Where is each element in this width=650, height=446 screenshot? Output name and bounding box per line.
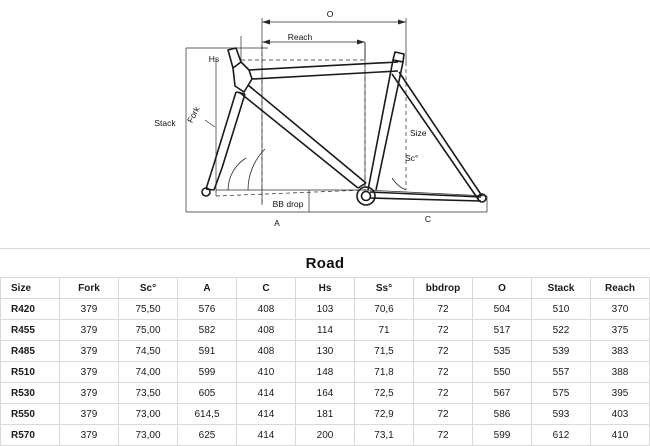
cell-a: 605 [178, 383, 237, 404]
cell-reach: 370 [591, 299, 650, 320]
cell-reach: 388 [591, 362, 650, 383]
cell-stack: 522 [532, 320, 591, 341]
cell-fork: 379 [60, 320, 119, 341]
cell-bbdrop: 72 [414, 362, 473, 383]
cell-bbdrop: 72 [414, 383, 473, 404]
cell-hs: 164 [296, 383, 355, 404]
column-header-size: Size [1, 278, 60, 299]
label-o: O [326, 9, 334, 19]
cell-stack: 575 [532, 383, 591, 404]
table-row [1, 299, 650, 320]
cell-c: 408 [237, 299, 296, 320]
cell-sc: 73,50 [119, 383, 178, 404]
cell-fork: 379 [60, 341, 119, 362]
cell-o: 504 [473, 299, 532, 320]
column-header-reach: Reach [591, 278, 650, 299]
column-header-ss: Ss° [355, 278, 414, 299]
cell-reach: 403 [591, 404, 650, 425]
cell-c: 414 [237, 425, 296, 446]
cell-ss: 71,8 [355, 362, 414, 383]
cell-size: R550 [1, 404, 60, 425]
cell-reach: 383 [591, 341, 650, 362]
cell-o: 586 [473, 404, 532, 425]
cell-size: R485 [1, 341, 60, 362]
label-hs: Hs [208, 54, 220, 64]
column-header-stack: Stack [532, 278, 591, 299]
table-row [1, 341, 650, 362]
cell-size: R570 [1, 425, 60, 446]
cell-stack: 510 [532, 299, 591, 320]
cell-c: 408 [237, 341, 296, 362]
cell-sc: 75,00 [119, 320, 178, 341]
cell-sc: 75,50 [119, 299, 178, 320]
cell-a: 614,5 [178, 404, 237, 425]
cell-bbdrop: 72 [414, 299, 473, 320]
cell-a: 625 [178, 425, 237, 446]
label-stack: Stack [154, 118, 176, 128]
table-row [1, 383, 650, 404]
cell-hs: 148 [296, 362, 355, 383]
cell-reach: 375 [591, 320, 650, 341]
label-reach: Reach [287, 32, 313, 42]
cell-fork: 379 [60, 425, 119, 446]
label-c: C [424, 214, 432, 224]
column-header-hs: Hs [296, 278, 355, 299]
column-header-bbdrop: bbdrop [414, 278, 473, 299]
table-row [1, 362, 650, 383]
cell-size: R420 [1, 299, 60, 320]
cell-o: 517 [473, 320, 532, 341]
cell-bbdrop: 72 [414, 425, 473, 446]
label-fork: Fork [184, 104, 202, 125]
table-row [1, 320, 650, 341]
geometry-table [0, 277, 650, 446]
cell-hs: 114 [296, 320, 355, 341]
cell-a: 599 [178, 362, 237, 383]
table-row [1, 425, 650, 446]
cell-sc: 73,00 [119, 404, 178, 425]
cell-o: 550 [473, 362, 532, 383]
geometry-table-section [0, 248, 650, 441]
cell-stack: 612 [532, 425, 591, 446]
cell-bbdrop: 72 [414, 341, 473, 362]
cell-o: 567 [473, 383, 532, 404]
cell-hs: 200 [296, 425, 355, 446]
cell-ss: 72,5 [355, 383, 414, 404]
cell-sc: 74,00 [119, 362, 178, 383]
cell-a: 576 [178, 299, 237, 320]
cell-c: 408 [237, 320, 296, 341]
cell-size: R530 [1, 383, 60, 404]
column-header-c: C [237, 278, 296, 299]
cell-fork: 379 [60, 404, 119, 425]
cell-reach: 410 [591, 425, 650, 446]
cell-hs: 103 [296, 299, 355, 320]
cell-o: 599 [473, 425, 532, 446]
column-header-a: A [178, 278, 237, 299]
cell-fork: 379 [60, 383, 119, 404]
table-title: Road [305, 255, 345, 272]
column-header-sc: Sc° [119, 278, 178, 299]
cell-ss: 70,6 [355, 299, 414, 320]
cell-stack: 539 [532, 341, 591, 362]
cell-fork: 379 [60, 299, 119, 320]
cell-size: R455 [1, 320, 60, 341]
column-header-o: O [473, 278, 532, 299]
cell-fork: 379 [60, 362, 119, 383]
cell-size: R510 [1, 362, 60, 383]
cell-bbdrop: 72 [414, 404, 473, 425]
cell-ss: 73,1 [355, 425, 414, 446]
cell-bbdrop: 72 [414, 320, 473, 341]
cell-ss: 72,9 [355, 404, 414, 425]
cell-c: 414 [237, 404, 296, 425]
label-size: Size [410, 128, 427, 138]
cell-c: 410 [237, 362, 296, 383]
cell-sc: 74,50 [119, 341, 178, 362]
cell-stack: 593 [532, 404, 591, 425]
cell-ss: 71 [355, 320, 414, 341]
label-a: A [274, 218, 280, 228]
cell-ss: 71,5 [355, 341, 414, 362]
label-sc: Sc° [405, 153, 419, 163]
cell-sc: 73,00 [119, 425, 178, 446]
label-bbdrop: BB drop [272, 199, 304, 209]
cell-stack: 557 [532, 362, 591, 383]
cell-c: 414 [237, 383, 296, 404]
cell-reach: 395 [591, 383, 650, 404]
cell-hs: 130 [296, 341, 355, 362]
cell-o: 535 [473, 341, 532, 362]
cell-a: 591 [178, 341, 237, 362]
column-header-fork: Fork [60, 278, 119, 299]
table-row [1, 404, 650, 425]
table-header-row [1, 278, 650, 299]
cell-hs: 181 [296, 404, 355, 425]
cell-a: 582 [178, 320, 237, 341]
